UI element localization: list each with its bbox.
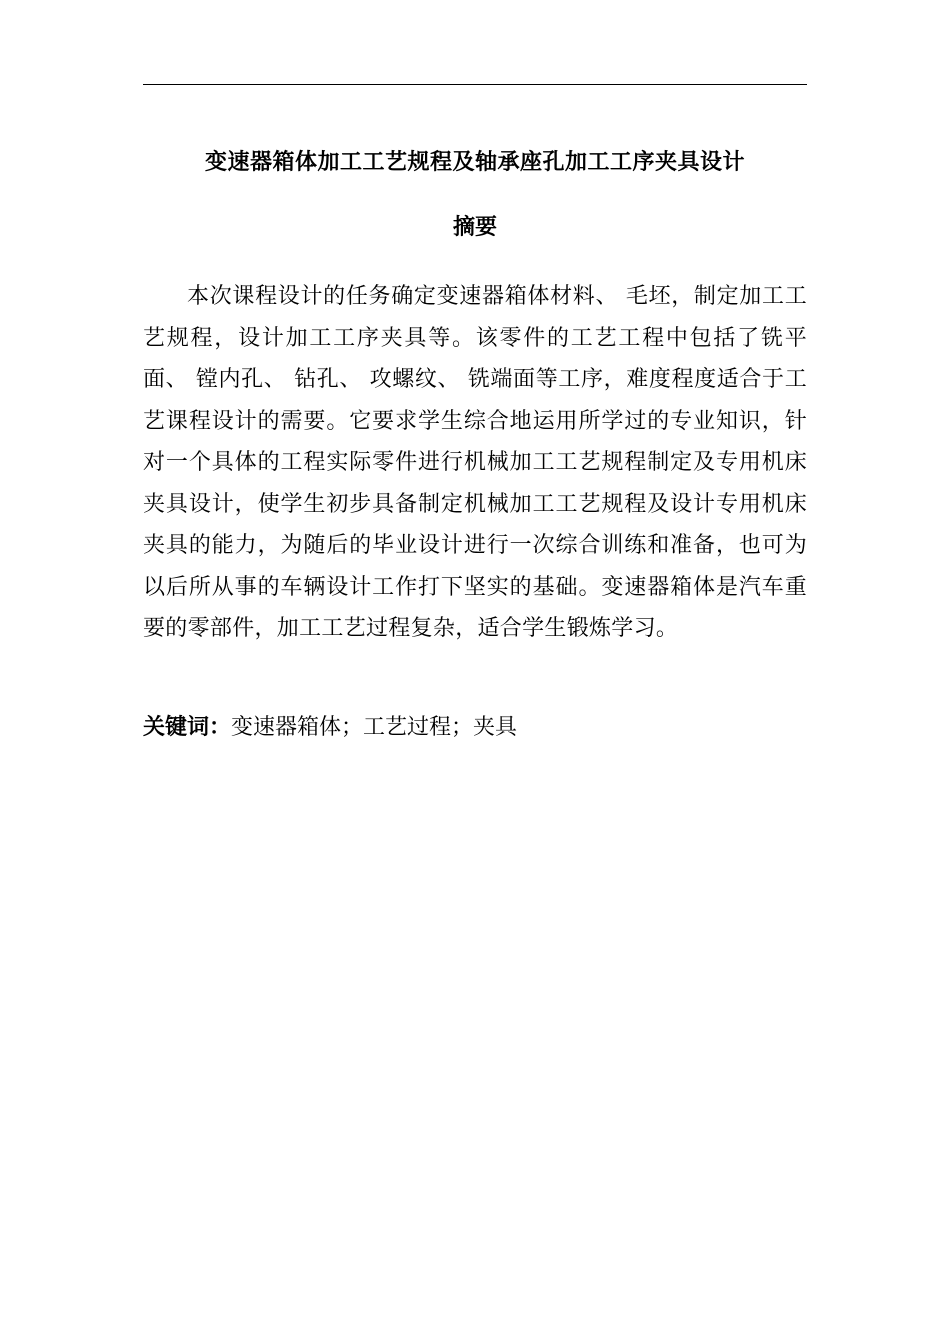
abstract-heading: 摘要 [452,214,497,240]
keywords-label: 关键词： [143,714,232,740]
keywords-text: 变速器箱体；工艺过程；夹具 [231,715,518,740]
document-title: 变速器箱体加工工艺规程及轴承座孔加工工序夹具设计 [204,149,745,175]
header-rule [143,84,807,85]
abstract-body: 本次课程设计的任务确定变速器箱体材料、 毛坯，制定加工工艺规程，设计加工工序夹具等。该零件的工艺工程中包括了铣平面、 镗内孔、 钻孔、 攻螺纹、 铣端面等工序，难度程度适合于工艺课程设计的需要。它要求学生综合地运用所学过的专业知识，针对一个具体的工程实际零件进行机械加工工艺规程制定及专用机床夹具设计，使学生初步具备制定机械加工工艺规程及设计专用机床夹具的能力，为随后的毕业设计进行一次综合训练和准备，也可为以后所从事的车辆设计工作打下坚实的基础。变速器箱体是汽车重要的零部件，加工工艺过程复杂，适合学生锻炼学习。 [143,284,807,641]
keywords-line [143,711,807,744]
